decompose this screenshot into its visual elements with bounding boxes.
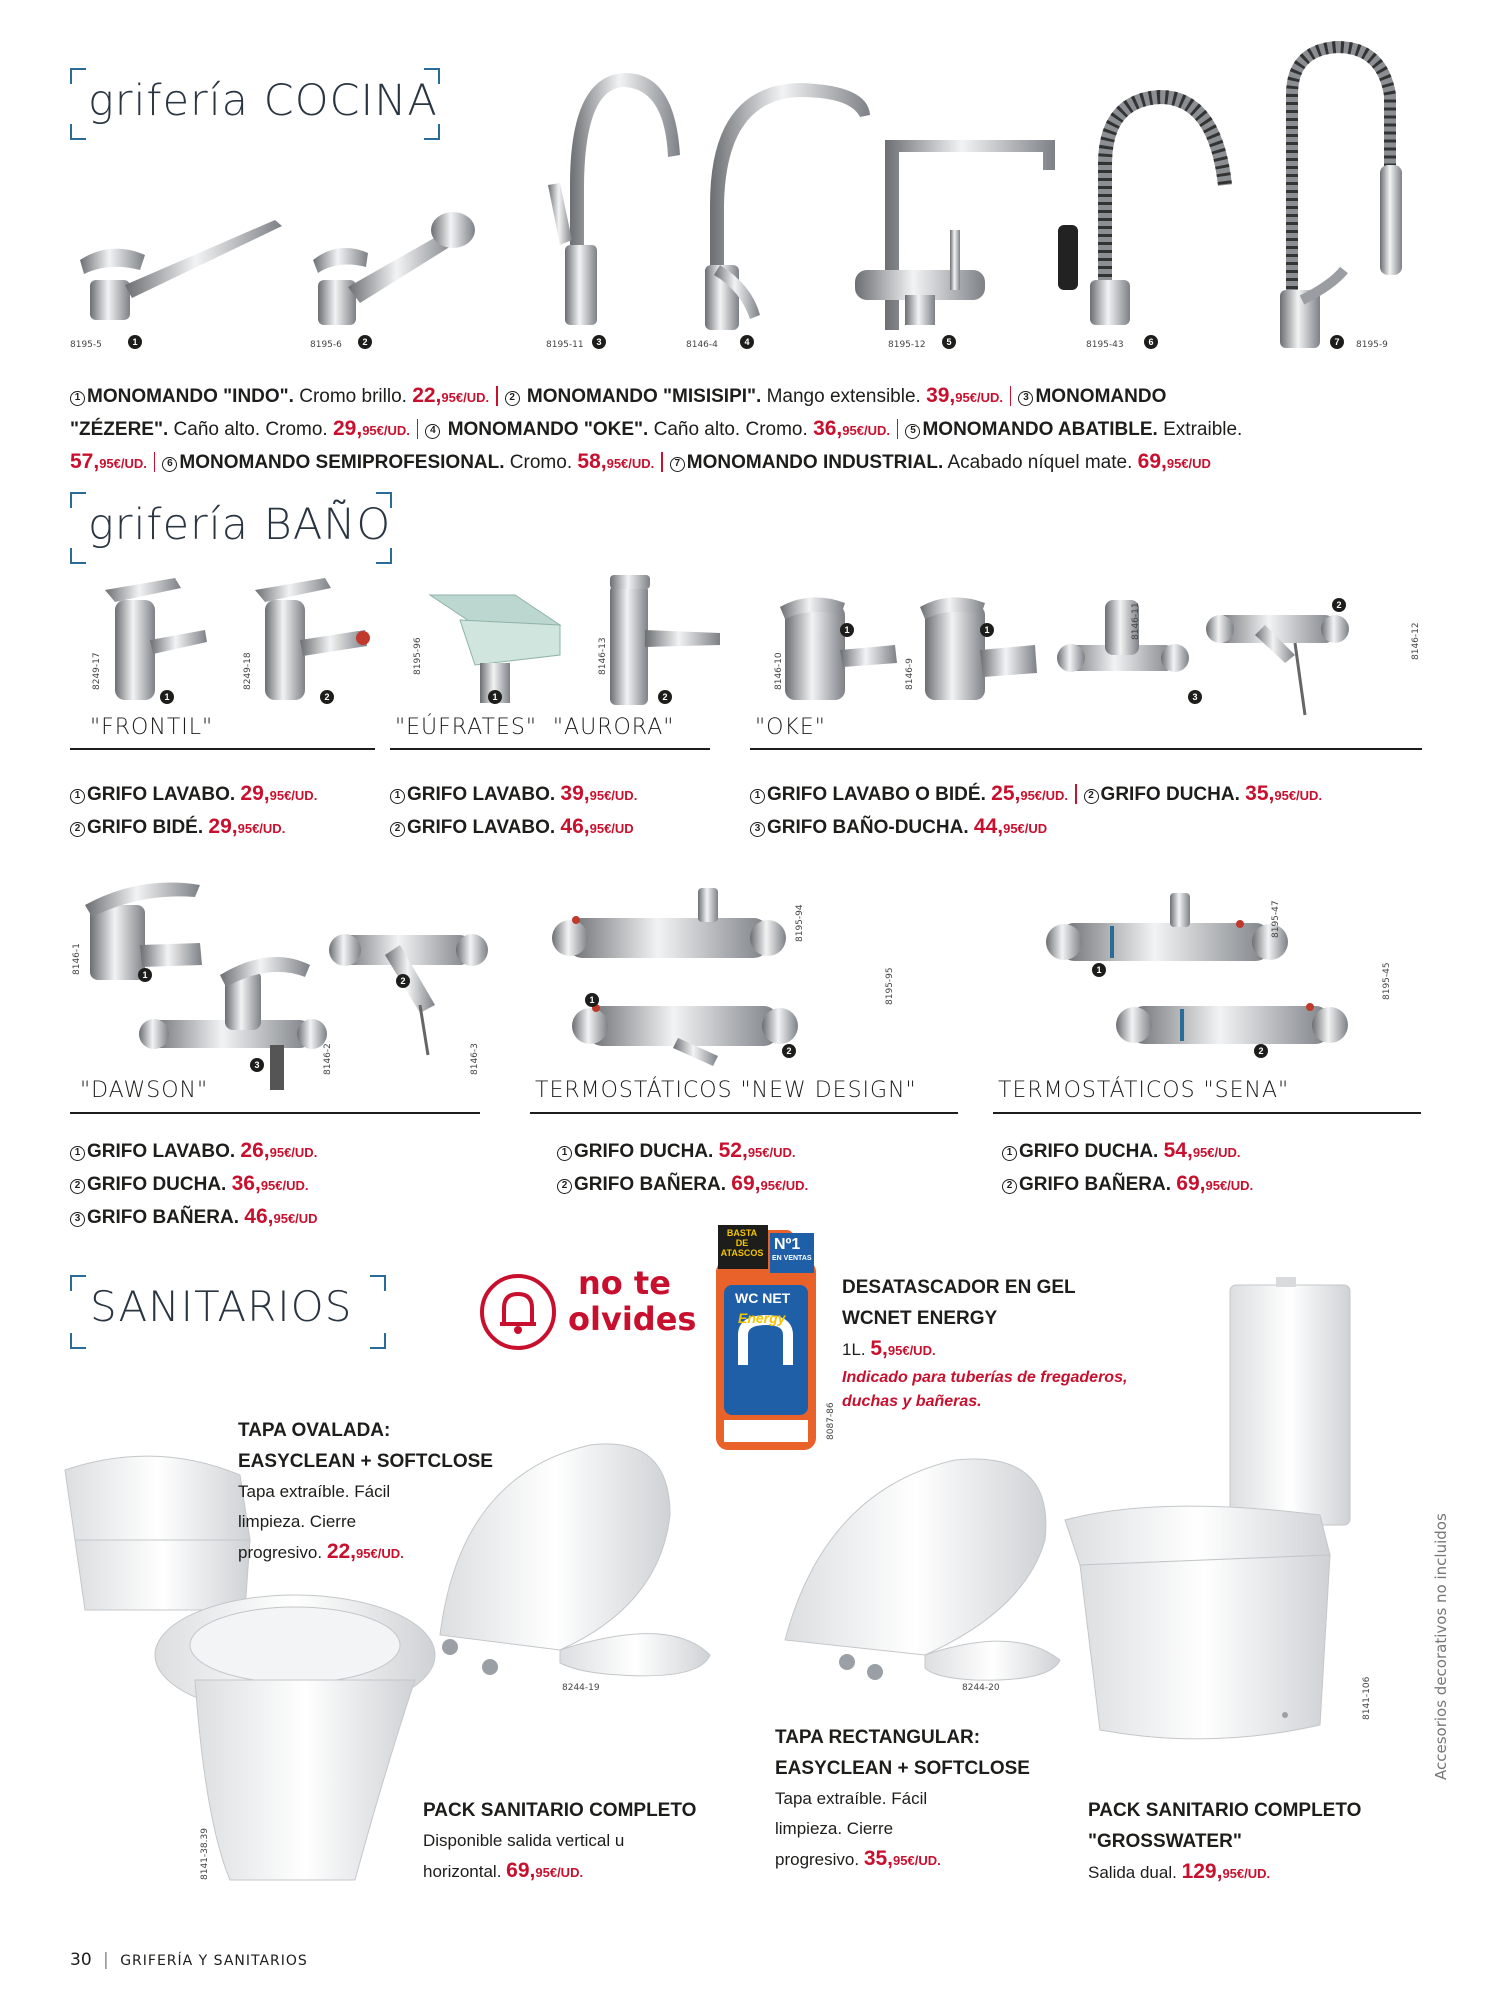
product-code: 8087-86: [826, 1402, 836, 1440]
oke-prices: 1 GRIFO LAVABO O BIDÉ. 25,95€/UD. 2 GRIFO DUCHA. 35,95€/UD. 3 GRIFO BAÑO-DUCHA. 44,95€/UD: [750, 778, 1322, 844]
product-code: 8195-5: [70, 340, 102, 350]
product-code: 8195-47: [1271, 900, 1281, 938]
product-code: 8195-9: [1356, 340, 1388, 350]
product-code: 8146-11: [1131, 602, 1141, 640]
product-number: 2: [658, 690, 672, 704]
product-number: 1: [840, 623, 854, 637]
faucet-indo-image: [70, 200, 300, 330]
series-frontil: "FRONTIL": [90, 715, 214, 740]
product-number: 4: [740, 335, 754, 349]
product-code: 8195-95: [885, 967, 895, 1005]
product-number: 1: [128, 335, 142, 349]
product-code: 8146-13: [598, 637, 608, 675]
dawson-faucets-image: [80, 875, 490, 1095]
product-code: 8195-96: [413, 637, 423, 675]
product-code: 8195-94: [795, 904, 805, 942]
faucet-oke-image: [690, 75, 880, 335]
product-number: 3: [1188, 690, 1202, 704]
section-title-cocina: grifería COCINA: [88, 76, 438, 126]
series-new-design: TERMOSTÁTICOS "NEW DESIGN": [535, 1078, 917, 1103]
product-number: 6: [1144, 335, 1158, 349]
footer-section: GRIFERÍA Y SANITARIOS: [120, 1953, 308, 1969]
product-code: 8146-2: [323, 1043, 333, 1075]
product-number: 7: [1330, 335, 1344, 349]
series-oke: "OKE": [755, 715, 826, 740]
product-code: 8249-18: [243, 652, 253, 690]
series-sena: TERMOSTÁTICOS "SENA": [998, 1078, 1290, 1103]
product-number: 2: [782, 1044, 796, 1058]
tapa-ovalada-image: [420, 1435, 720, 1680]
product-code: 8195-6: [310, 340, 342, 350]
newdesign-prices: 1 GRIFO DUCHA. 52,95€/UD. 2 GRIFO BAÑERA. 69,95€/UD.: [557, 1135, 808, 1201]
product-number: 1: [488, 690, 502, 704]
divider: [530, 1112, 958, 1114]
faucet-misisipi-image: [308, 205, 488, 330]
product-code: 8244-20: [962, 1683, 1000, 1693]
faucet-industrial-image: [1262, 35, 1412, 350]
section-title-bano: grifería BAÑO: [88, 500, 392, 550]
wcnet-label-top: BASTA DE ATASCOS: [720, 1228, 764, 1258]
product-code: 8195-11: [546, 340, 584, 350]
section-title-sanitarios: SANITARIOS: [90, 1282, 353, 1331]
product-code: 8141-106: [1362, 1676, 1372, 1720]
tapa-rectangular-image: [775, 1450, 1065, 1685]
product-number: 2: [358, 335, 372, 349]
toilet-grosswater-image: [1060, 1275, 1365, 1765]
product-code: 8195-43: [1086, 340, 1124, 350]
cocina-descriptions: 1 MONOMANDO "INDO". Cromo brillo. 22,95€/UD. 2 MONOMANDO "MISISIPI". Mango extensible. 39,95€/UD. 3 MONOMANDO "ZÉZERE". Caño alto. Cromo. 29,95€/UD. 4 MONOMANDO "OKE". Caño alto. Cromo. 36,95€/UD. 5 MONOMANDO ABATIBLE. Extraible. 57,95€/UD. 6 MONOMANDO SEMIPROFESIONAL. Cromo. 58,95€/UD. 7 MONOMANDO INDUSTRIAL. Acabado níquel mate. 69,95€/UD: [70, 384, 1243, 473]
product-number: 3: [592, 335, 606, 349]
pack1-info: PACK SANITARIO COMPLETO Disponible salida vertical u horizontal. 69,95€/UD.: [423, 1800, 697, 1882]
product-number: 1: [160, 690, 174, 704]
product-number: 2: [1254, 1044, 1268, 1058]
product-code: 8146-4: [686, 340, 718, 350]
product-code: 8244-19: [562, 1683, 600, 1693]
product-code: 8195-45: [1382, 962, 1392, 1000]
sena-thermostatic-image: [1040, 878, 1340, 1068]
product-code: 8249-17: [92, 652, 102, 690]
divider: [70, 748, 375, 750]
oke-bath-image: [775, 585, 1395, 715]
wcnet-label-brand: WC NET: [735, 1290, 791, 1306]
tapa-rectangular-info: TAPA RECTANGULAR: EASYCLEAN + SOFTCLOSE Tapa extraíble. Fácil limpieza. Cierre progresivo. 35,95€/UD.: [775, 1727, 1030, 1870]
divider: [750, 748, 1422, 750]
reminder-text: no te olvides: [568, 1264, 697, 1338]
series-dawson: "DAWSON": [80, 1078, 209, 1103]
wcnet-label-ventas: EN VENTAS: [772, 1255, 812, 1262]
tapa-ovalada-info: TAPA OVALADA: EASYCLEAN + SOFTCLOSE Tapa extraíble. Fácil limpieza. Cierre progresivo. 22,95€/UD.: [238, 1420, 493, 1563]
product-code: 8146-3: [470, 1043, 480, 1075]
product-code: 8141-38.39: [200, 1828, 210, 1880]
faucet-semiprofesional-image: [1050, 85, 1240, 335]
eufrates-prices: 1 GRIFO LAVABO. 39,95€/UD. 2 GRIFO LAVABO. 46,95€/UD: [390, 778, 637, 844]
product-number: 1: [1092, 963, 1106, 977]
bell-icon: [478, 1272, 558, 1352]
divider: [993, 1112, 1421, 1114]
product-code: 8195-12: [888, 340, 926, 350]
side-note: Accesorios decorativos no incluidos: [1432, 1513, 1450, 1780]
faucet-zezere-image: [540, 65, 690, 335]
frontil-prices: 1 GRIFO LAVABO. 29,95€/UD. 2 GRIFO BIDÉ. 29,95€/UD.: [70, 778, 317, 844]
product-number: 2: [1332, 598, 1346, 612]
wcnet-label-n1: Nº1: [774, 1236, 801, 1253]
faucet-abatible-image: [855, 110, 1065, 335]
product-number: 1: [980, 623, 994, 637]
wcnet-label-energy: Energy: [738, 1310, 786, 1326]
product-number: 5: [942, 335, 956, 349]
sena-prices: 1 GRIFO DUCHA. 54,95€/UD. 2 GRIFO BAÑERA. 69,95€/UD.: [1002, 1135, 1253, 1201]
pack2-info: PACK SANITARIO COMPLETO "GROSSWATER" Salida dual. 129,95€/UD.: [1088, 1800, 1362, 1883]
footer: 30 | GRIFERÍA Y SANITARIOS: [70, 1950, 308, 1970]
product-code: 8146-10: [774, 652, 784, 690]
wcnet-info: DESATASCADOR EN GEL WCNET ENERGY 1L. 5,95€/UD. Indicado para tuberías de fregaderos, duchas y bañeras.: [842, 1277, 1128, 1410]
series-eufrates-aurora: "EÚFRATES" "AURORA": [395, 715, 675, 740]
frontil-faucets-image: [95, 570, 385, 710]
product-code: 8146-1: [72, 943, 82, 975]
product-code: 8146-12: [1411, 622, 1421, 660]
dawson-prices: 1 GRIFO LAVABO. 26,95€/UD. 2 GRIFO DUCHA. 36,95€/UD. 3 GRIFO BAÑERA. 46,95€/UD: [70, 1135, 318, 1234]
page-number: 30: [70, 1950, 92, 1970]
eufrates-aurora-image: [420, 575, 740, 710]
product-number: 1: [585, 993, 599, 1007]
product-number: 2: [396, 974, 410, 988]
divider: [390, 748, 710, 750]
product-number: 2: [320, 690, 334, 704]
divider: [70, 1112, 480, 1114]
product-number: 1: [138, 968, 152, 982]
product-number: 3: [250, 1058, 264, 1072]
product-code: 8146-9: [905, 658, 915, 690]
newdesign-thermostatic-image: [548, 878, 798, 1068]
